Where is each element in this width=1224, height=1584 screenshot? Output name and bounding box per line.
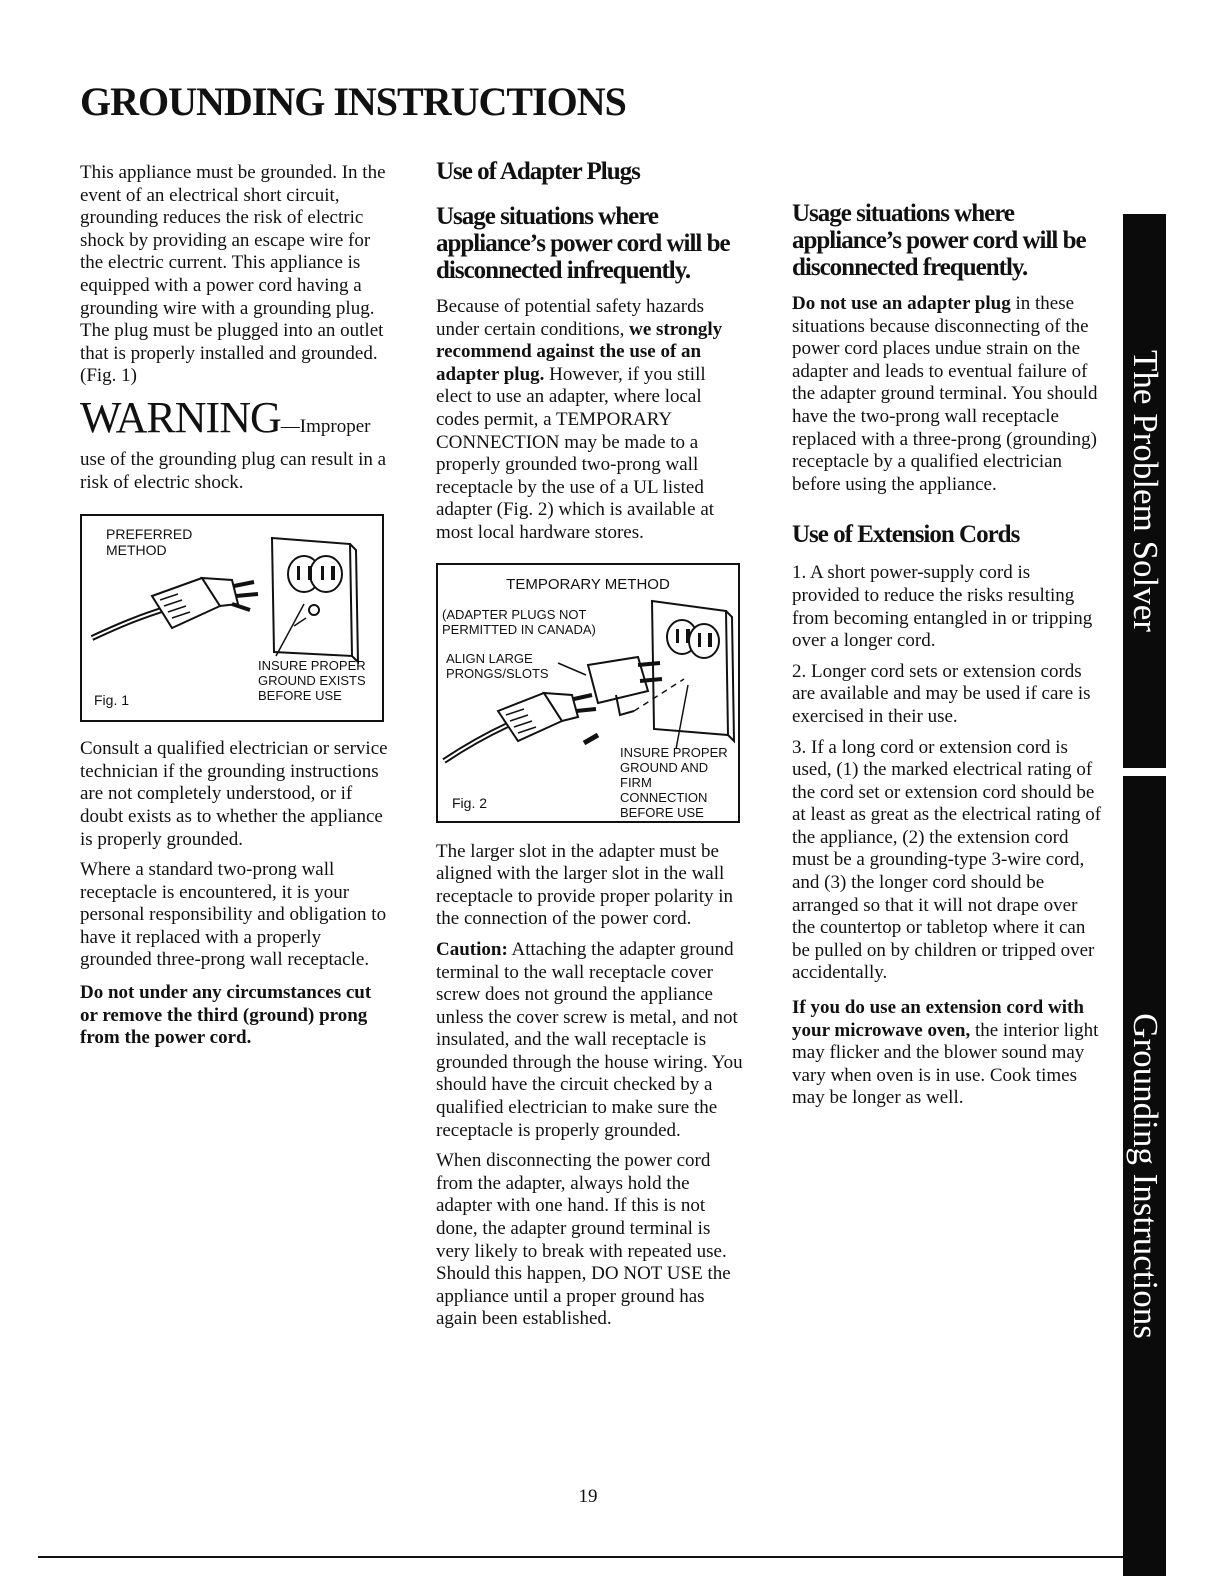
page-number: 19	[578, 1486, 598, 1507]
do-not-use-adapter-text: in these situations because disconnecting of the power cord places undue strain on the adapter and leads to eventual failure of the adapter ground terminal. You should have the two-prong wall receptacle replaced with a three-prong (grounding) receptacle by a qualified electrician before using the appliance.	[792, 293, 1098, 495]
fig2-align-label: ALIGN LARGE PRONGS/SLOTS	[446, 650, 549, 681]
caution-label: Caution:	[436, 938, 508, 960]
extension-item-3: 3. If a long cord or extension cord is used, (1) the marked electrical rating of the cord set or extension cord should be at least as great as the electrical rating of the appliance, (2) the extension cord must be a grounding-type 3-wire cord, and (3) the longer cord should be arranged so that it will not drape over the countertop or tabletop where it can be pulled on by children or tripped over accidentally.	[792, 736, 1102, 984]
infrequent-heading: Usage situations where appliance’s power cord will be disconnected infrequently.	[436, 203, 730, 284]
consult-paragraph: Consult a qualified electrician or service technician if the grounding instructions are not completely understood, or if doubt exists as to whether the appliance is properly grounded.	[80, 738, 388, 850]
do-not-use-adapter-paragraph	[792, 293, 1102, 496]
fig2-caption: Fig. 2	[452, 794, 488, 811]
do-not-cut-paragraph	[80, 982, 390, 1050]
adapter-paragraph-bold: we strongly recommend against the use of an adapter plug.	[436, 318, 723, 385]
larger-slot-paragraph: The larger slot in the adapter must be aligned with the larger slot in the wall receptacle to provide proper polarity in the connection of the power cord.	[436, 840, 734, 930]
frequent-heading: Usage situations where appliance’s power cord will be disconnected frequently.	[792, 200, 1086, 281]
bottom-rule	[38, 1556, 1128, 1558]
adapter-paragraph-start: Because of potential safety hazards under certain conditions,	[436, 296, 704, 340]
fig1-note-label: INSURE PROPER GROUND EXISTS BEFORE USE	[258, 658, 366, 704]
fig1-caption: Fig. 1	[94, 692, 130, 709]
two-prong-paragraph: Where a standard two-prong wall receptacle is encountered, it is your personal responsibility and obligation to have it replaced with a properly grounded three-prong wall receptacle.	[80, 859, 387, 971]
do-not-use-adapter-bold: Do not use an adapter plug	[792, 293, 1011, 314]
warning-word: WARNING	[80, 392, 281, 442]
extension-cords-heading: Use of Extension Cords	[792, 521, 1020, 549]
adapter-plugs-heading: Use of Adapter Plugs	[436, 158, 640, 185]
extension-item-1: 1. A short power-supply cord is provided to reduce the risks resulting from becoming entangled in or tripping over a longer cord.	[792, 562, 1093, 652]
sidebar-tab-problem-solver-label: The Problem Solver	[1125, 350, 1165, 632]
do-not-cut-text: Do not under any circumstances cut or remove the third (ground) prong from the power cord.	[80, 982, 372, 1049]
extension-item-2: 2. Longer cord sets or extension cords are available and may be used if care is exercised in their use.	[792, 660, 1091, 727]
microwave-extension-bold: If you do use an extension cord with your microwave oven,	[792, 997, 1084, 1041]
caution-paragraph	[436, 939, 746, 1142]
disconnecting-paragraph: When disconnecting the power cord from the adapter, always hold the adapter with one hand. If this is not done, the adapter ground terminal is very likely to break with repeated use. Should this happen, DO NOT USE the appliance until a proper ground has again been established.	[436, 1150, 731, 1330]
intro-paragraph: This appliance must be grounded. In the event of an electrical short circuit, grounding reduces the risk of electric shock by providing an escape wire for the electric current. This appliance is equipped with a power cord having a grounding wire with a grounding plug. The plug must be plugged into an outlet that is properly installed and grounded. (Fig. 1)	[80, 162, 386, 387]
column-3	[792, 200, 1102, 1118]
fig2-note-label: INSURE PROPER GROUND AND FIRM CONNECTION BEFORE USE	[620, 744, 728, 820]
warning-dash-text: —Improper	[280, 415, 371, 437]
adapter-paragraph	[436, 296, 746, 545]
caution-text: Attaching the adapter ground terminal to the wall receptacle cover screw does not ground the appliance unless the cover screw is metal, and not insulated, and the wall receptacle is grounded through the house wiring. You should have the circuit checked by a qualified electrician to make sure the receptacle is properly grounded.	[436, 938, 743, 1141]
figure-1	[80, 514, 384, 722]
sidebar-tab-grounding-instructions-label: Grounding Instructions	[1125, 1013, 1165, 1339]
warning-text: use of the grounding plug can result in a risk of electric shock.	[80, 448, 387, 493]
column-2	[436, 157, 746, 1339]
sidebar-tab-grounding-instructions	[1123, 776, 1166, 1576]
fig2-canada-note: (ADAPTER PLUGS NOT PERMITTED IN CANADA)	[442, 606, 596, 637]
fig2-title: TEMPORARY METHOD	[506, 575, 670, 593]
adapter-paragraph-end: However, if you still elect to use an adapter, where local codes permit, a TEMPORARY CONNECTION may be made to a properly grounded two-prong wall receptacle by the use of a UL listed adapter (Fig. 2) which is available at most local hardware stores.	[436, 363, 715, 543]
page-title: GROUNDING INSTRUCTIONS	[80, 79, 626, 124]
microwave-extension-text: the interior light may flicker and the blower sound may vary when oven is in use. Cook times may be longer as well.	[792, 1019, 1099, 1109]
sidebar-tab-problem-solver	[1123, 214, 1166, 768]
warning-heading	[80, 392, 390, 449]
fig1-method-label: PREFERRED METHOD	[106, 526, 193, 559]
figure-2	[436, 563, 740, 823]
microwave-extension-paragraph	[792, 997, 1102, 1110]
column-1	[80, 162, 390, 1058]
